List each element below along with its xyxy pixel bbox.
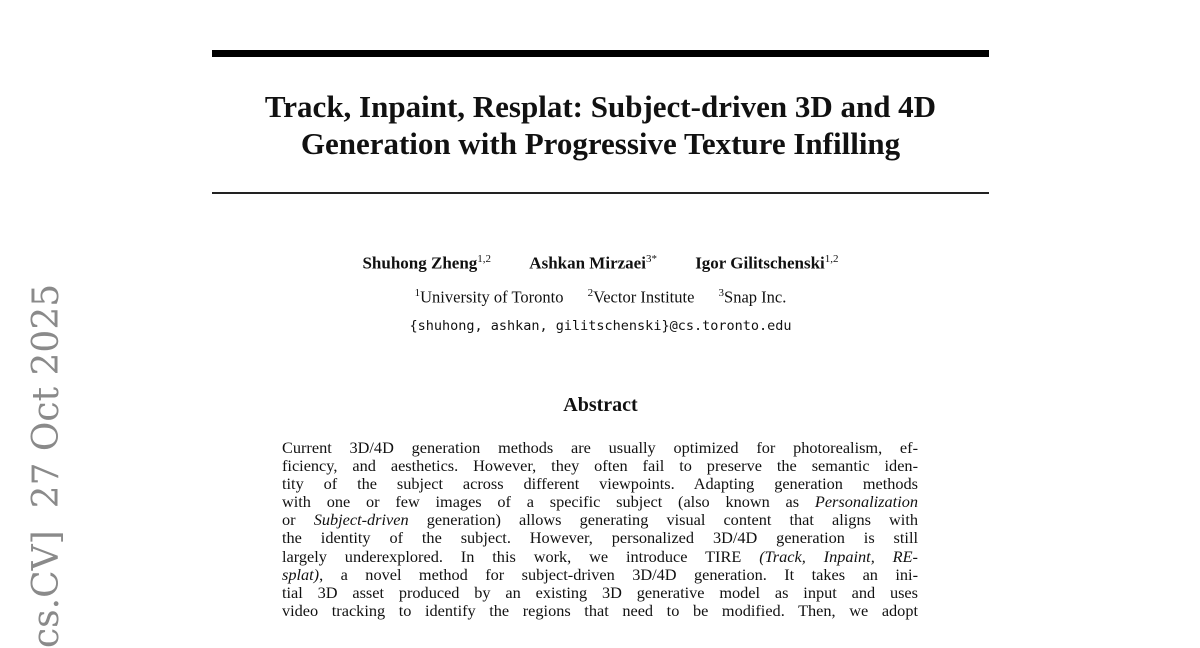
title-line-1: Track, Inpaint, Resplat: Subject-driven 3D and 4D (264, 89, 937, 124)
title-line-2: Generation with Progressive Texture Infilling (300, 126, 901, 161)
title-top-rule (212, 50, 989, 57)
author-affiliation-mark: 1,2 (824, 253, 839, 265)
abstract-line: with one or few images of a specific subject (also known as Personalization (282, 492, 918, 512)
author-name: Shuhong Zheng (362, 253, 478, 273)
paper-title (212, 88, 989, 162)
abstract-line: video tracking to identify the regions that need to be modified. Then, we adopt (282, 600, 918, 620)
title-bottom-rule (212, 192, 989, 194)
abstract-text (282, 439, 918, 620)
affiliation (719, 282, 787, 309)
author-affiliation-mark: 1,2 (477, 253, 492, 265)
author-affiliation-mark: 3* (645, 253, 657, 265)
author (362, 248, 491, 275)
arxiv-category: cs.CV] (26, 530, 67, 648)
author-name: Ashkan Mirzaei (529, 253, 646, 273)
author (695, 248, 838, 275)
affiliation-list (212, 282, 989, 309)
arxiv-identifier-stamp (24, 283, 70, 648)
abstract-line: or Subject-driven generation) allows generating visual content that aligns with (282, 510, 918, 530)
affiliation-mark: 2 (587, 287, 594, 299)
abstract-line: tial 3D asset produced by an existing 3D generative model as input and uses (282, 582, 918, 602)
abstract-emphasis: Subject-driven (313, 510, 409, 530)
affiliation-mark: 3 (718, 287, 725, 299)
affiliation-mark: 1 (414, 287, 421, 299)
abstract-line: Current 3D/4D generation methods are usually optimized for photorealism, ef- (282, 438, 918, 457)
abstract-emphasis: splat) (282, 564, 320, 584)
author (529, 248, 657, 275)
abstract-line: ficiency, and aesthetics. However, they often fail to preserve the semantic iden- (282, 456, 918, 476)
author-name: Igor Gilitschenski (695, 253, 825, 273)
abstract-line: tity of the subject across different viewpoints. Adapting generation methods (282, 474, 918, 494)
author-emails: {shuhong, ashkan, gilitschenski}@cs.toronto.edu (409, 318, 792, 334)
affiliation (415, 282, 564, 309)
affiliation-name: Vector Institute (593, 287, 695, 307)
abstract-emphasis: Personalization (814, 492, 918, 512)
abstract-line: largely underexplored. In this work, we introduce TIRE (Track, Inpaint, RE- (282, 546, 918, 566)
affiliation-name: Snap Inc. (724, 287, 787, 307)
abstract-heading: Abstract (563, 394, 638, 416)
abstract-line: splat), a novel method for subject-driven 3D/4D generation. It takes an ini- (282, 564, 918, 584)
arxiv-date: 27 Oct 2025 (26, 283, 67, 509)
affiliation (588, 282, 695, 309)
author-list (212, 248, 989, 275)
affiliation-name: University of Toronto (420, 287, 564, 307)
abstract-emphasis: (Track, Inpaint, RE- (759, 546, 918, 566)
abstract-line: the identity of the subject. However, personalized 3D/4D generation is still (282, 528, 918, 548)
